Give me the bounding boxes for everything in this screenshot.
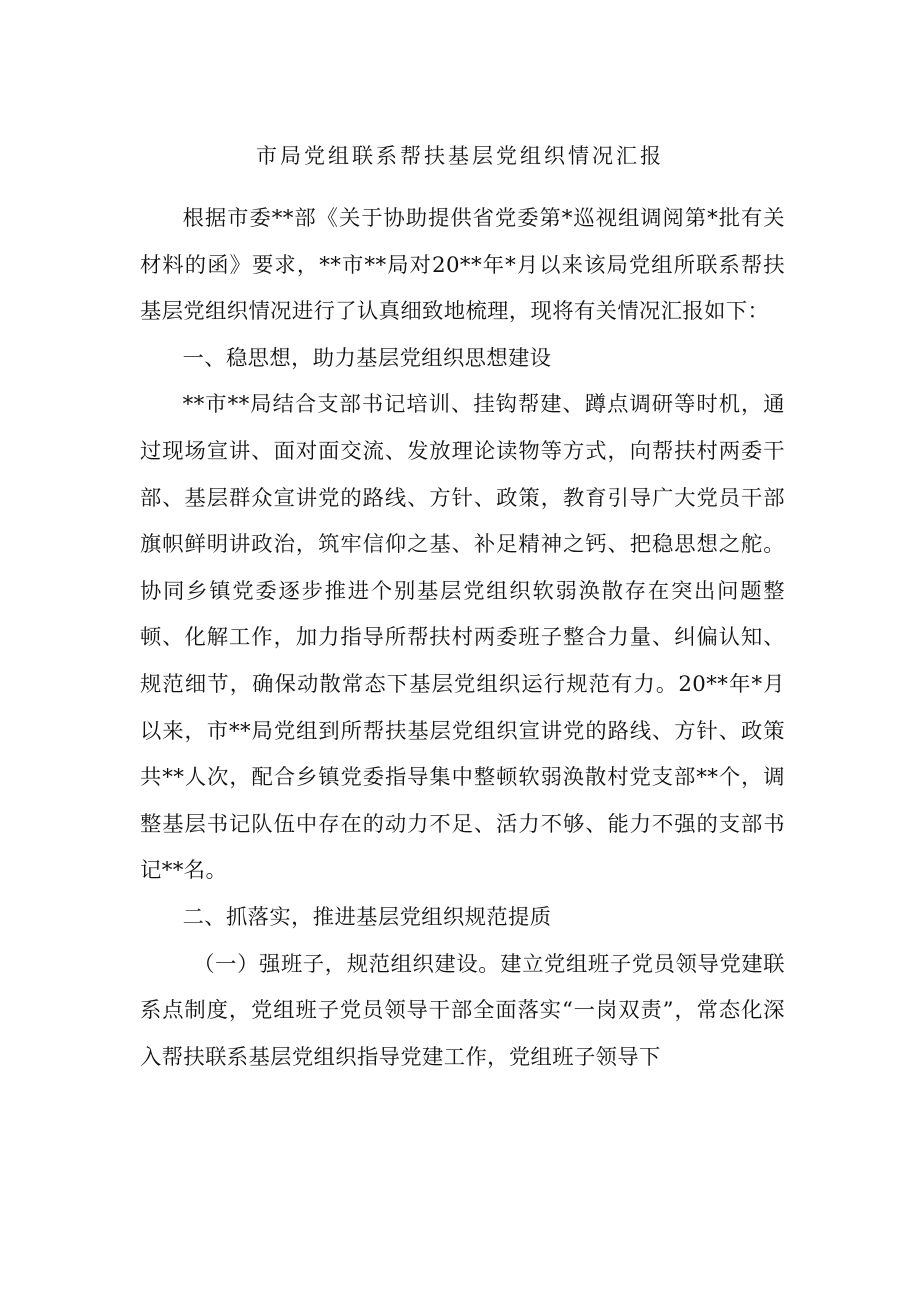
section-heading-2: 二、抓落实，推进基层党组织规范提质 — [182, 904, 552, 930]
section-heading-1: 一、稳思想，助力基层党组织思想建设 — [182, 345, 552, 371]
paragraph-subsection-1: （一）强班子，规范组织建设。建立党组班子党员领导党建联系点制度，党组班子党员领导干部全面落实“一岗双责”，常态化深入帮扶联系基层党组织指导党建工作，党组班子领导下 — [140, 951, 785, 1070]
document-body — [140, 196, 785, 1081]
paragraph-section-1: **市**局结合支部书记培训、挂钩帮建、蹲点调研等时机，通过现场宣讲、面对面交流、发放理论读物等方式，向帮扶村两委干部、基层群众宣讲党的路线、方针、政策，教育引导广大党员干部旗帜鲜明讲政治，筑牢信仰之基、补足精神之钙、把稳思想之舵。协同乡镇党委逐步推进个别基层党组织软弱涣散存在突出问题整顿、化解工作，加力指导所帮扶村两委班子整合力量、纠偏认知、规范细节，确保动散常态下基层党组织运行规范有力。20**年*月以来，市**局党组到所帮扶基层党组织宣讲党的路线、方针、政策共**人次，配合乡镇党委指导集中整顿软弱涣散村党支部**个，调整基层书记队伍中存在的动力不足、活力不够、能力不强的支部书记**名。 — [140, 392, 785, 884]
document-title: 市局党组联系帮扶基层党组织情况汇报 — [256, 144, 664, 168]
paragraph-intro: 根据市委**部《关于协助提供省党委第*巡视组调阅第*批有关材料的函》要求，**市**局对20**年*月以来该局党组所联系帮扶基层党组织情况进行了认真细致地梳理，现将有关情况汇报如下： — [140, 206, 785, 325]
